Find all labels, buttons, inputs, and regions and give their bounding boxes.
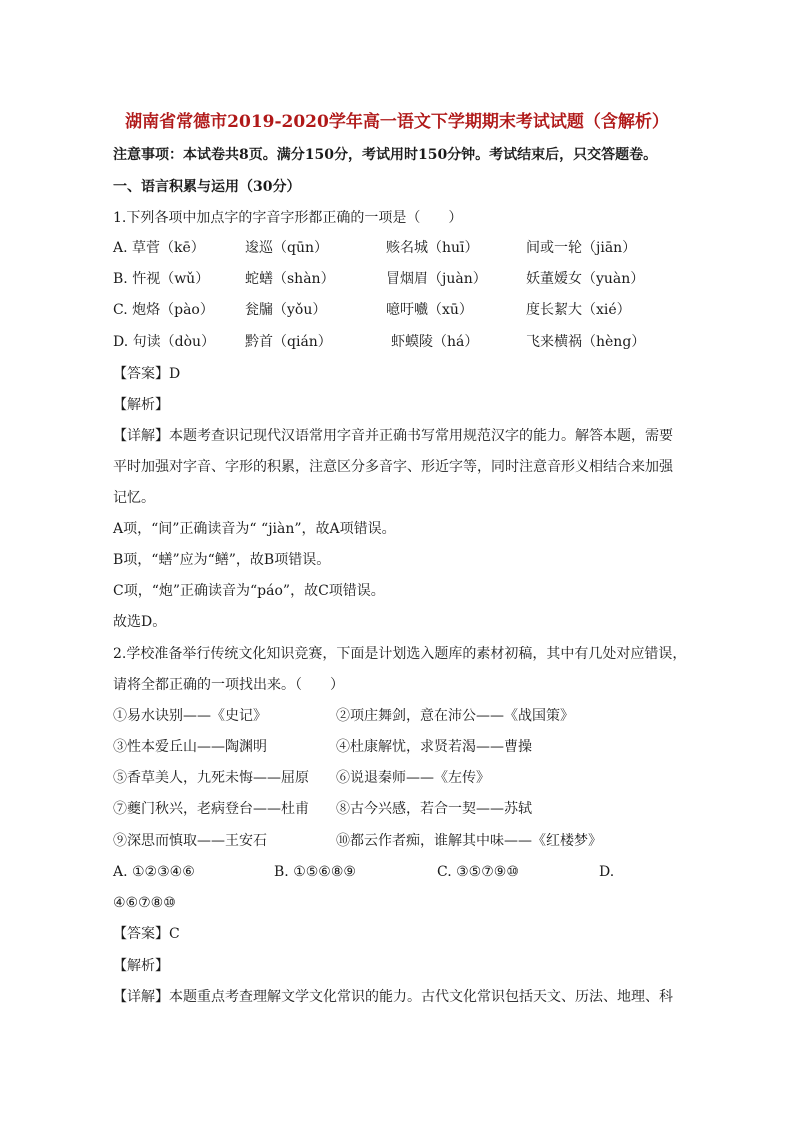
q2-detail-line-1: 【详解】本题重点考查理解文学文化常识的能力。古代文化常识包括天文、历法、地理、科 xyxy=(113,989,673,1005)
q1-option-b-3: 冒烟眉（juàn） xyxy=(386,271,487,287)
q2-option-d-label: D. xyxy=(599,864,615,880)
q1-option-a-2: 逡巡（qūn） xyxy=(245,240,328,256)
q1-option-c-4: 度长絜大（xié） xyxy=(526,302,631,318)
q1-option-b-2: 蛇蟮（shàn） xyxy=(245,271,335,287)
q1-option-a-4: 间或一轮（jiān） xyxy=(526,240,637,256)
q2-option-a: A. ①②③④⑥ xyxy=(113,864,195,880)
q1-conclusion: 故选D。 xyxy=(113,614,167,630)
q2-answer: 【答案】C xyxy=(113,926,180,942)
question-1-stem: 1.下列各项中加点字的字音字形都正确的一项是（ ） xyxy=(113,210,463,226)
q1-answer: 【答案】D xyxy=(113,366,181,382)
q1-option-d-4: 飞来横祸（hèng） xyxy=(526,334,646,350)
q2-option-b: B. ①⑤⑥⑧⑨ xyxy=(274,864,356,880)
section-heading: 一、语言积累与运用（30分） xyxy=(113,179,301,195)
q2-pair-5-right: ⑩都云作者痴，谁解其中味——《红楼梦》 xyxy=(336,833,602,849)
notice: 注意事项：本试卷共8页。满分150分，考试用时150分钟。考试结束后，只交答题卷。 xyxy=(113,147,658,163)
q1-option-a-1: A. 草菅（kē） xyxy=(113,240,205,256)
q1-detail-line-3: 记忆。 xyxy=(113,490,155,506)
q1-option-a-3: 赅名城（huī） xyxy=(386,240,479,256)
q2-pair-1-right: ②项庄舞剑，意在沛公——《战国策》 xyxy=(336,708,574,724)
q1-option-c-1: C. 炮烙（pào） xyxy=(113,302,214,318)
q1-detail-line-1: 【详解】本题考查识记现代汉语常用字音并正确书写常用规范汉字的能力。解答本题，需要 xyxy=(113,428,673,444)
question-2-stem-line-1: 2.学校准备举行传统文化知识竞赛，下面是计划选入题库的素材初稿，其中有几处对应错误， xyxy=(113,646,687,662)
q1-item-c: C项，“炮”正确读音为“páo”，故C项错误。 xyxy=(113,583,385,599)
q1-detail-line-2: 平时加强对字音、字形的积累，注意区分多音字、形近字等，同时注意音形义相结合来加强 xyxy=(113,459,673,475)
q1-option-b-1: B. 忤视（wǔ） xyxy=(113,271,210,287)
q1-option-b-4: 妖董嫒女（yuàn） xyxy=(526,271,645,287)
q1-option-d-3: 虾蟆陵（há） xyxy=(391,334,479,350)
q2-option-d-text: ④⑥⑦⑧⑩ xyxy=(113,895,176,911)
q2-pair-1-left: ①易水诀别——《史记》 xyxy=(113,708,267,724)
question-2-stem-line-2: 请将全都正确的一项找出来。（ ） xyxy=(113,677,344,693)
q2-pair-2-left: ③性本爱丘山——陶渊明 xyxy=(113,739,267,755)
q1-option-d-2: 黔首（qián） xyxy=(245,334,332,350)
q1-item-a: A项，“间”正确读音为“ “jiàn”，故A项错误。 xyxy=(113,521,396,537)
q1-analysis-heading: 【解析】 xyxy=(113,397,169,413)
q1-option-c-2: 瓮牖（yǒu） xyxy=(245,302,327,318)
q2-pair-5-left: ⑨深思而慎取——王安石 xyxy=(113,833,267,849)
q1-option-d-1: D. 句读（dòu） xyxy=(113,334,216,350)
q2-option-c: C. ③⑤⑦⑨⑩ xyxy=(437,864,519,880)
q2-pair-4-right: ⑧古今兴感，若合一契——苏轼 xyxy=(336,801,532,817)
q2-pair-3-left: ⑤香草美人，九死未悔——屈原 xyxy=(113,770,309,786)
q1-item-b: B项，“蟮”应为“鳝”，故B项错误。 xyxy=(113,552,331,568)
q1-option-c-3: 噫吁嚱（xū） xyxy=(386,302,473,318)
q2-analysis-heading: 【解析】 xyxy=(113,958,169,974)
q2-pair-3-right: ⑥说退秦师——《左传》 xyxy=(336,770,490,786)
q2-pair-2-right: ④杜康解忧，求贤若渴——曹操 xyxy=(336,739,532,755)
q2-pair-4-left: ⑦夔门秋兴，老病登台——杜甫 xyxy=(113,801,309,817)
page-title: 湖南省常德市2019-2020学年高一语文下学期期末考试试题（含解析） xyxy=(125,112,669,132)
